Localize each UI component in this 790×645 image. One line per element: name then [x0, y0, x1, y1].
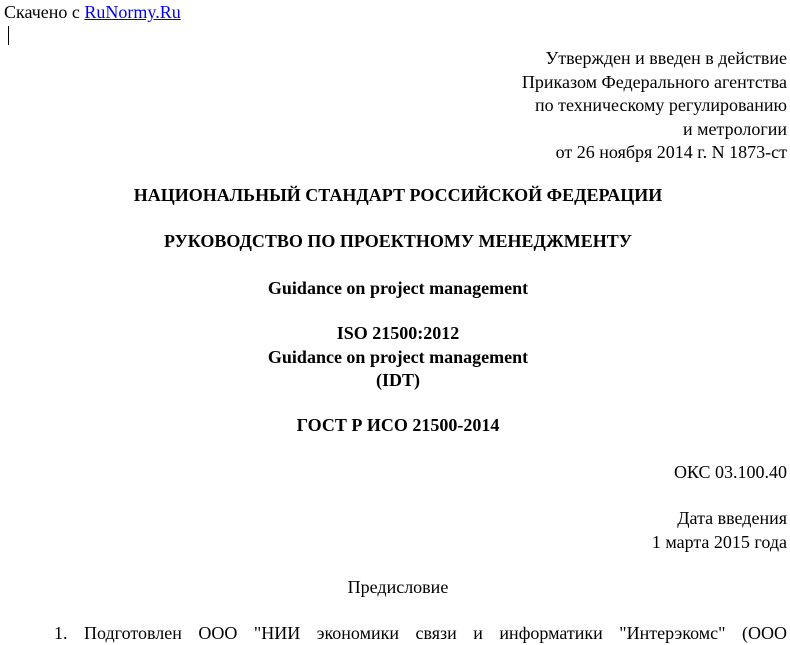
document-title-en: Guidance on project management	[267, 278, 529, 298]
preface-item-1: 1. Подготовлен ООО "НИИ экономики связи и информатики "Интерэкомс" (ООО	[54, 623, 787, 643]
introduction-date-value: 1 марта 2015 года	[651, 531, 787, 552]
source-line	[4, 1, 181, 24]
approval-block	[522, 47, 787, 165]
gost-number: ГОСТ Р ИСО 21500-2014	[296, 415, 500, 435]
source-prefix: Скачено с	[4, 2, 80, 22]
text-cursor	[8, 26, 9, 45]
iso-reference-block	[0, 322, 790, 393]
iso-title: Guidance on project management	[267, 346, 529, 367]
introduction-date-label: Дата введения	[677, 508, 787, 528]
approval-line: по техническому регулированию	[534, 95, 787, 115]
iso-number: ISO 21500:2012	[336, 323, 460, 343]
approval-line: и метрологии	[683, 118, 787, 139]
approval-line: Утвержден и введен в действие	[545, 48, 787, 68]
preface-heading: Предисловие	[347, 577, 449, 597]
iso-equivalence: (IDT)	[376, 370, 420, 390]
oks-code: ОКС 03.100.40	[673, 462, 787, 482]
approval-line: Приказом Федерального агентства	[521, 71, 787, 92]
document-title-ru: РУКОВОДСТВО ПО ПРОЕКТНОМУ МЕНЕДЖМЕНТУ	[164, 231, 632, 251]
source-link[interactable]: RuNormy.Ru	[84, 2, 181, 22]
national-standard-title: НАЦИОНАЛЬНЫЙ СТАНДАРТ РОССИЙСКОЙ ФЕДЕРАЦИИ	[133, 185, 663, 205]
introduction-date-block	[652, 507, 787, 554]
approval-line: от 26 ноября 2014 г. N 1873-ст	[555, 142, 787, 162]
